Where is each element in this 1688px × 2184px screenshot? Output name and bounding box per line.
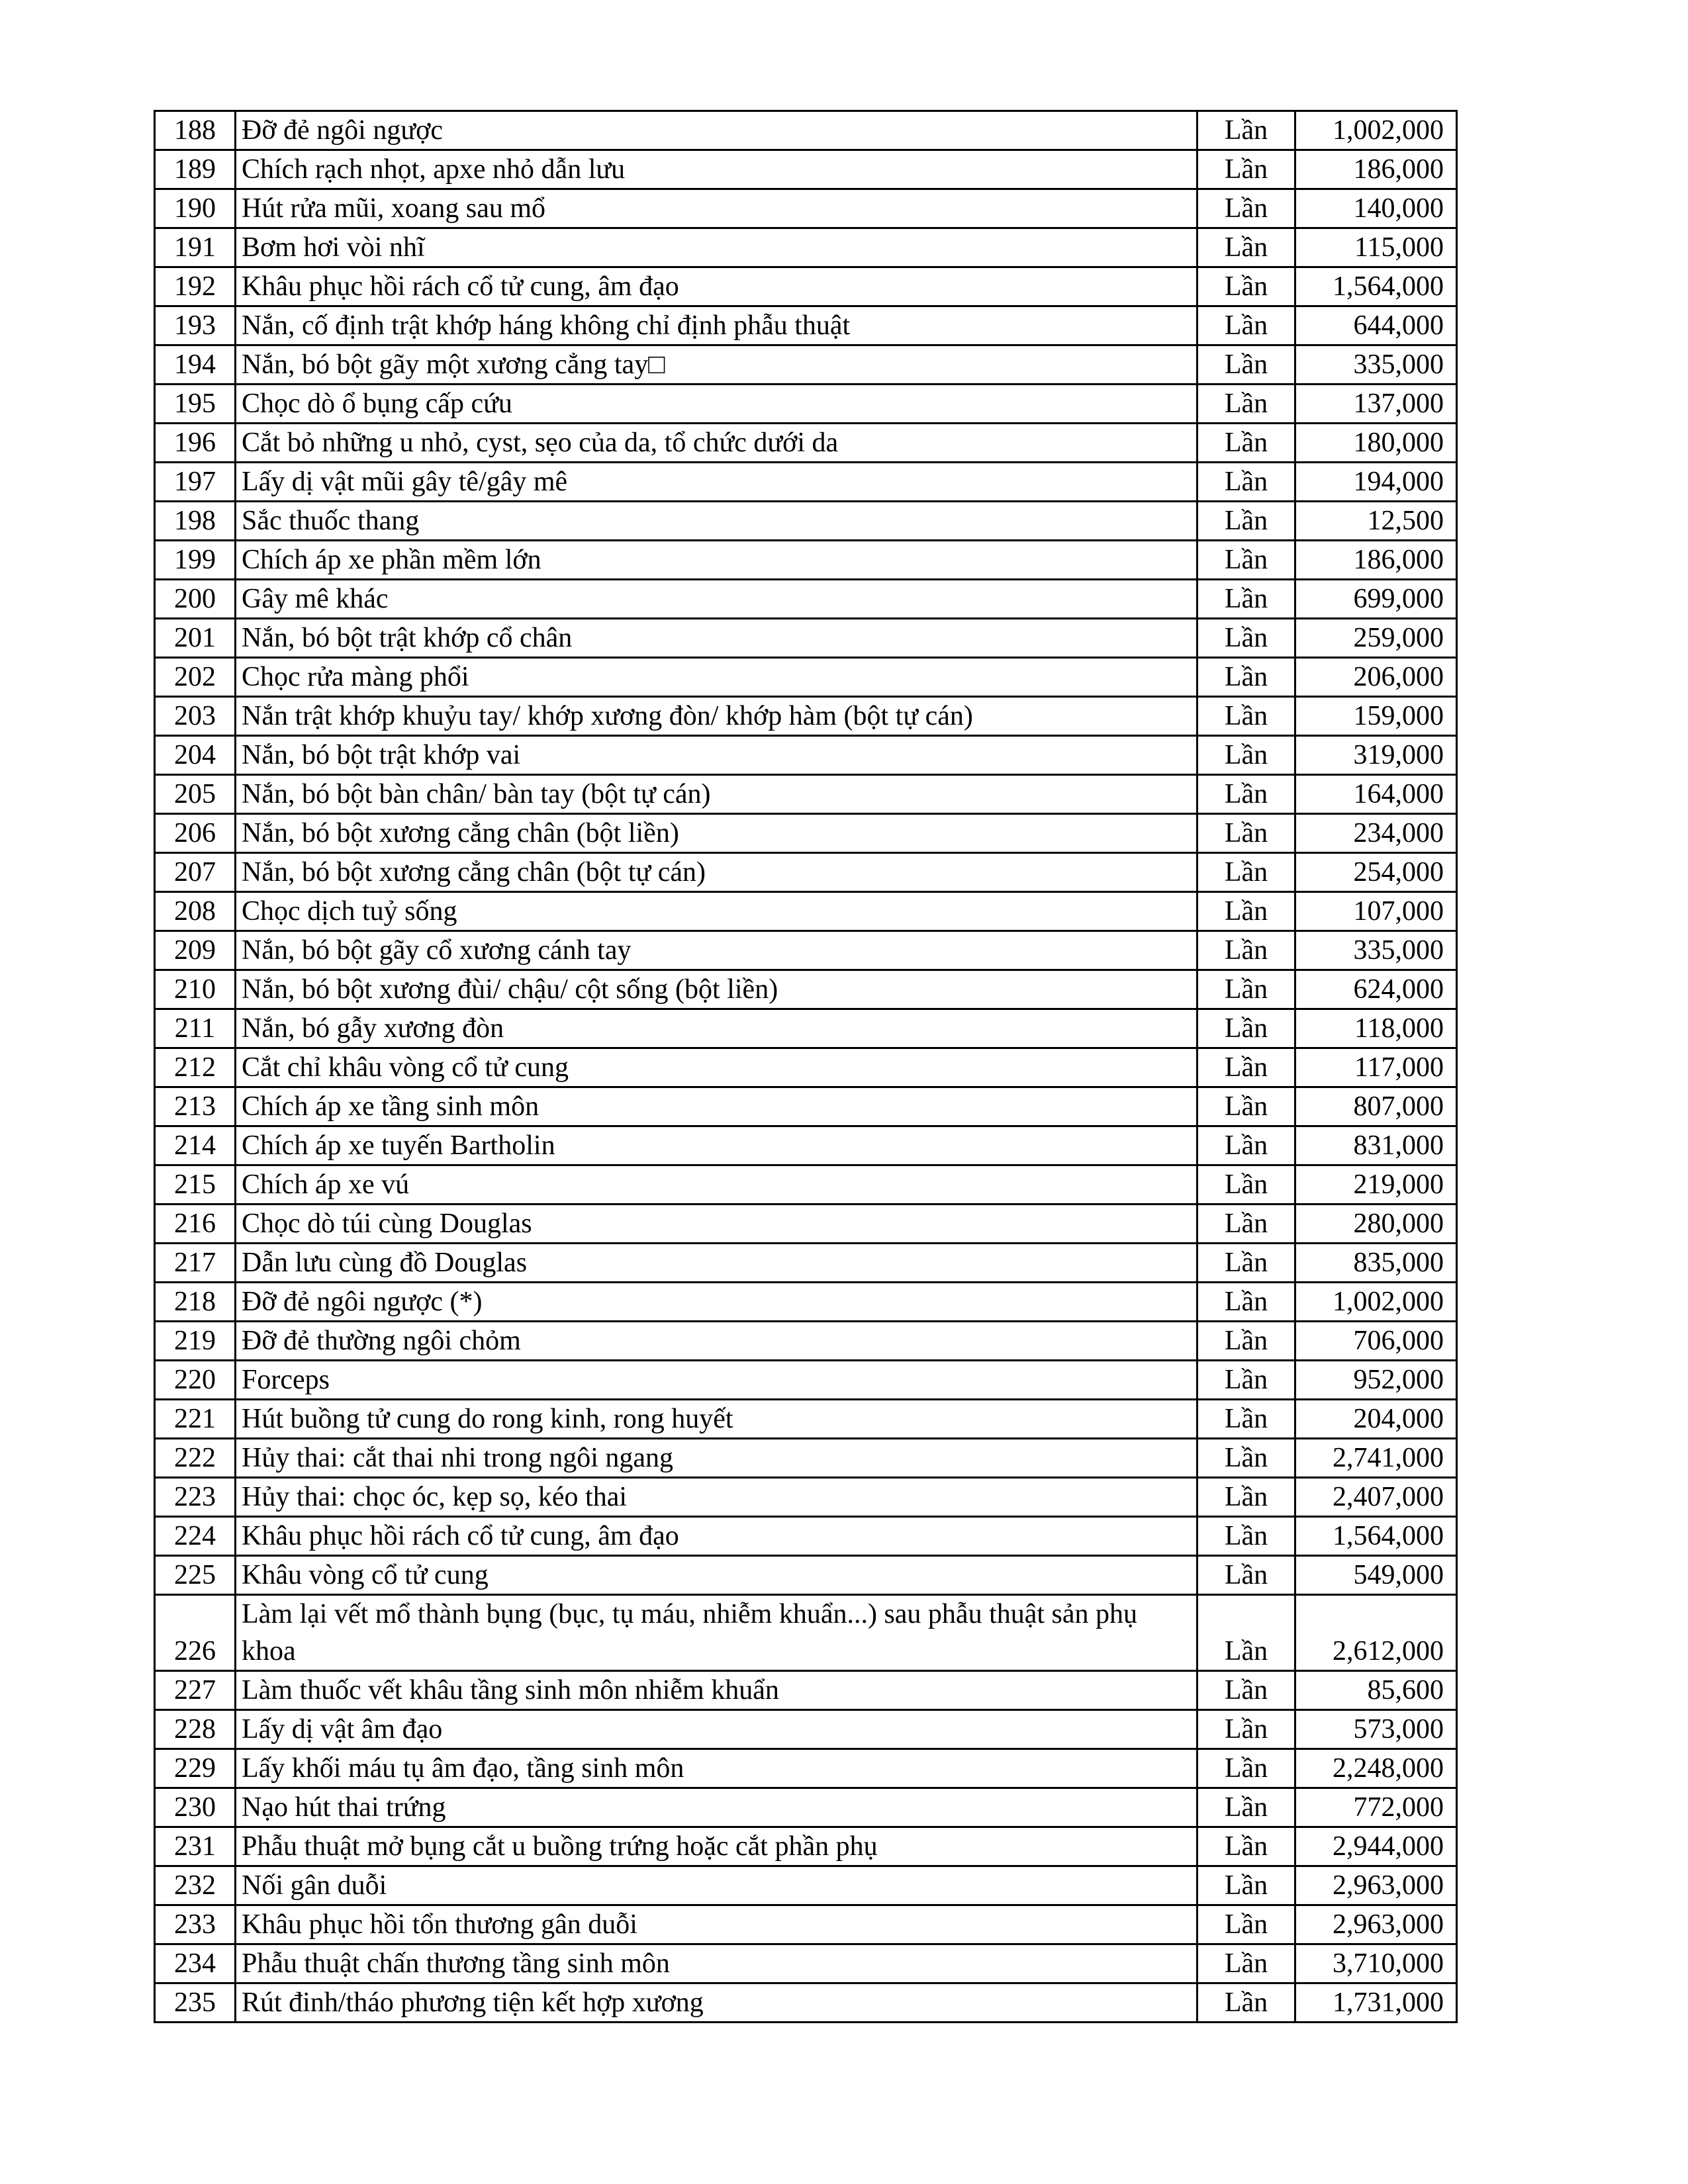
- price-cell: 118,000: [1295, 1009, 1457, 1048]
- table-row: [155, 1322, 1457, 1361]
- price-cell: 194,000: [1295, 463, 1457, 502]
- row-number: 190: [155, 189, 236, 228]
- price-cell: 2,248,000: [1295, 1749, 1457, 1788]
- service-name: Làm lại vết mổ thành bụng (bục, tụ máu, nhiễm khuẩn...) sau phẫu thuật sản phụ khoa: [236, 1595, 1197, 1671]
- unit-cell: Lần: [1197, 1517, 1295, 1556]
- unit-cell: Lần: [1197, 1710, 1295, 1749]
- unit-cell: Lần: [1197, 1400, 1295, 1439]
- service-name: Nắn trật khớp khuỷu tay/ khớp xương đòn/ khớp hàm (bột tự cán): [236, 697, 1197, 736]
- row-number: 222: [155, 1439, 236, 1478]
- unit-cell: Lần: [1197, 1205, 1295, 1244]
- row-number: 220: [155, 1361, 236, 1400]
- price-cell: 807,000: [1295, 1087, 1457, 1126]
- price-cell: 835,000: [1295, 1244, 1457, 1283]
- unit-cell: Lần: [1197, 267, 1295, 306]
- service-name: Forceps: [236, 1361, 1197, 1400]
- service-name: Chích rạch nhọt, apxe nhỏ dẫn lưu: [236, 150, 1197, 189]
- unit-cell: Lần: [1197, 463, 1295, 502]
- row-number: 234: [155, 1944, 236, 1983]
- table-row: [155, 580, 1457, 619]
- price-cell: 952,000: [1295, 1361, 1457, 1400]
- table-row: [155, 1400, 1457, 1439]
- service-name: Nắn, bó gẫy xương đòn: [236, 1009, 1197, 1048]
- unit-cell: Lần: [1197, 1788, 1295, 1827]
- unit-cell: Lần: [1197, 1361, 1295, 1400]
- unit-cell: Lần: [1197, 385, 1295, 424]
- price-cell: 259,000: [1295, 619, 1457, 658]
- row-number: 207: [155, 853, 236, 892]
- service-name: Nắn, cố định trật khớp háng không chỉ định phẫu thuật: [236, 306, 1197, 345]
- service-name: Cắt chỉ khâu vòng cổ tử cung: [236, 1048, 1197, 1087]
- price-cell: 573,000: [1295, 1710, 1457, 1749]
- row-number: 229: [155, 1749, 236, 1788]
- table-row: [155, 970, 1457, 1009]
- unit-cell: Lần: [1197, 853, 1295, 892]
- table-row: [155, 1165, 1457, 1205]
- unit-cell: Lần: [1197, 1749, 1295, 1788]
- service-name: Khâu phục hồi tổn thương gân duỗi: [236, 1905, 1197, 1944]
- price-cell: 644,000: [1295, 306, 1457, 345]
- service-name: Chích áp xe phần mềm lớn: [236, 541, 1197, 580]
- service-name: Đỡ đẻ ngôi ngược: [236, 111, 1197, 150]
- service-name: Nắn, bó bột bàn chân/ bàn tay (bột tự cán): [236, 775, 1197, 814]
- price-cell: 699,000: [1295, 580, 1457, 619]
- service-name: Nắn, bó bột xương cẳng chân (bột tự cán): [236, 853, 1197, 892]
- table-row: [155, 1244, 1457, 1283]
- service-name: Nắn, bó bột trật khớp vai: [236, 736, 1197, 775]
- service-name: Khâu phục hồi rách cổ tử cung, âm đạo: [236, 267, 1197, 306]
- unit-cell: Lần: [1197, 502, 1295, 541]
- service-name: Chích áp xe tầng sinh môn: [236, 1087, 1197, 1126]
- service-name: Nắn, bó bột xương cẳng chân (bột liền): [236, 814, 1197, 853]
- service-name: Rút đinh/tháo phương tiện kết hợp xương: [236, 1983, 1197, 2023]
- unit-cell: Lần: [1197, 892, 1295, 931]
- row-number: 215: [155, 1165, 236, 1205]
- table-row: [155, 1009, 1457, 1048]
- table-row: [155, 697, 1457, 736]
- service-name: Dẫn lưu cùng đồ Douglas: [236, 1244, 1197, 1283]
- service-name: Hút buồng tử cung do rong kinh, rong huyết: [236, 1400, 1197, 1439]
- table-row: [155, 111, 1457, 150]
- row-number: 203: [155, 697, 236, 736]
- price-cell: 2,963,000: [1295, 1866, 1457, 1905]
- table-row: [155, 1205, 1457, 1244]
- row-number: 191: [155, 228, 236, 267]
- service-name: Phẫu thuật mở bụng cắt u buồng trứng hoặc cắt phần phụ: [236, 1827, 1197, 1866]
- price-cell: 140,000: [1295, 189, 1457, 228]
- service-name: Nắn, bó bột trật khớp cổ chân: [236, 619, 1197, 658]
- unit-cell: Lần: [1197, 1478, 1295, 1517]
- unit-cell: Lần: [1197, 189, 1295, 228]
- price-cell: 115,000: [1295, 228, 1457, 267]
- price-cell: 2,612,000: [1295, 1595, 1457, 1671]
- unit-cell: Lần: [1197, 1048, 1295, 1087]
- unit-cell: Lần: [1197, 814, 1295, 853]
- unit-cell: Lần: [1197, 1905, 1295, 1944]
- price-cell: 137,000: [1295, 385, 1457, 424]
- price-cell: 159,000: [1295, 697, 1457, 736]
- table-row: [155, 853, 1457, 892]
- price-cell: 3,710,000: [1295, 1944, 1457, 1983]
- price-cell: 624,000: [1295, 970, 1457, 1009]
- price-cell: 2,963,000: [1295, 1905, 1457, 1944]
- price-cell: 117,000: [1295, 1048, 1457, 1087]
- price-cell: 186,000: [1295, 150, 1457, 189]
- price-cell: 280,000: [1295, 1205, 1457, 1244]
- table-row: [155, 1126, 1457, 1165]
- price-cell: 219,000: [1295, 1165, 1457, 1205]
- table-row: [155, 1710, 1457, 1749]
- row-number: 231: [155, 1827, 236, 1866]
- row-number: 217: [155, 1244, 236, 1283]
- table-row: [155, 1983, 1457, 2023]
- table-row: [155, 1905, 1457, 1944]
- price-table: [154, 110, 1458, 2023]
- table-row: [155, 424, 1457, 463]
- service-name: Khâu vòng cổ tử cung: [236, 1556, 1197, 1595]
- price-cell: 164,000: [1295, 775, 1457, 814]
- row-number: 194: [155, 345, 236, 385]
- unit-cell: Lần: [1197, 111, 1295, 150]
- price-cell: 204,000: [1295, 1400, 1457, 1439]
- unit-cell: Lần: [1197, 1087, 1295, 1126]
- row-number: 193: [155, 306, 236, 345]
- table-row: [155, 463, 1457, 502]
- price-cell: 206,000: [1295, 658, 1457, 697]
- table-row: [155, 658, 1457, 697]
- price-cell: 2,407,000: [1295, 1478, 1457, 1517]
- row-number: 213: [155, 1087, 236, 1126]
- unit-cell: Lần: [1197, 1165, 1295, 1205]
- service-name: Chích áp xe tuyến Bartholin: [236, 1126, 1197, 1165]
- unit-cell: Lần: [1197, 1322, 1295, 1361]
- row-number: 219: [155, 1322, 236, 1361]
- service-name: Hủy thai: chọc óc, kẹp sọ, kéo thai: [236, 1478, 1197, 1517]
- row-number: 206: [155, 814, 236, 853]
- table-row: [155, 1866, 1457, 1905]
- table-row: [155, 1087, 1457, 1126]
- service-name: Chọc dò ổ bụng cấp cứu: [236, 385, 1197, 424]
- table-row: [155, 541, 1457, 580]
- row-number: 227: [155, 1671, 236, 1710]
- row-number: 192: [155, 267, 236, 306]
- table-row: [155, 1478, 1457, 1517]
- table-row: [155, 931, 1457, 970]
- row-number: 221: [155, 1400, 236, 1439]
- row-number: 211: [155, 1009, 236, 1048]
- row-number: 196: [155, 424, 236, 463]
- service-name: Nắn, bó bột gãy cổ xương cánh tay: [236, 931, 1197, 970]
- row-number: 200: [155, 580, 236, 619]
- service-name: Nắn, bó bột gãy một xương cẳng tay□: [236, 345, 1197, 385]
- unit-cell: Lần: [1197, 775, 1295, 814]
- table-row: [155, 814, 1457, 853]
- service-name: Bơm hơi vòi nhĩ: [236, 228, 1197, 267]
- unit-cell: Lần: [1197, 345, 1295, 385]
- table-row: [155, 502, 1457, 541]
- service-name: Chọc dịch tuỷ sống: [236, 892, 1197, 931]
- service-name: Sắc thuốc thang: [236, 502, 1197, 541]
- price-cell: 1,731,000: [1295, 1983, 1457, 2023]
- unit-cell: Lần: [1197, 658, 1295, 697]
- unit-cell: Lần: [1197, 1283, 1295, 1322]
- table-row: [155, 1556, 1457, 1595]
- row-number: 209: [155, 931, 236, 970]
- service-name: Chọc dò túi cùng Douglas: [236, 1205, 1197, 1244]
- row-number: 197: [155, 463, 236, 502]
- table-row: [155, 385, 1457, 424]
- row-number: 204: [155, 736, 236, 775]
- table-row: [155, 1671, 1457, 1710]
- table-row: [155, 189, 1457, 228]
- service-name: Đỡ đẻ thường ngôi chỏm: [236, 1322, 1197, 1361]
- service-name: Lấy dị vật mũi gây tê/gây mê: [236, 463, 1197, 502]
- price-cell: 180,000: [1295, 424, 1457, 463]
- unit-cell: Lần: [1197, 580, 1295, 619]
- row-number: 195: [155, 385, 236, 424]
- price-cell: 85,600: [1295, 1671, 1457, 1710]
- table-row: [155, 892, 1457, 931]
- table-row: [155, 619, 1457, 658]
- service-name: Hút rửa mũi, xoang sau mổ: [236, 189, 1197, 228]
- price-cell: 234,000: [1295, 814, 1457, 853]
- table-row: [155, 1048, 1457, 1087]
- unit-cell: Lần: [1197, 697, 1295, 736]
- service-name: Hủy thai: cắt thai nhi trong ngôi ngang: [236, 1439, 1197, 1478]
- service-name: Lấy khối máu tụ âm đạo, tầng sinh môn: [236, 1749, 1197, 1788]
- table-row: [155, 345, 1457, 385]
- table-row: [155, 1517, 1457, 1556]
- row-number: 216: [155, 1205, 236, 1244]
- row-number: 199: [155, 541, 236, 580]
- unit-cell: Lần: [1197, 541, 1295, 580]
- service-name: Gây mê khác: [236, 580, 1197, 619]
- row-number: 188: [155, 111, 236, 150]
- price-cell: 549,000: [1295, 1556, 1457, 1595]
- table-row: [155, 1944, 1457, 1983]
- service-name: Chọc rửa màng phổi: [236, 658, 1197, 697]
- unit-cell: Lần: [1197, 1595, 1295, 1671]
- price-cell: 772,000: [1295, 1788, 1457, 1827]
- service-name: Nối gân duỗi: [236, 1866, 1197, 1905]
- row-number: 198: [155, 502, 236, 541]
- row-number: 189: [155, 150, 236, 189]
- unit-cell: Lần: [1197, 619, 1295, 658]
- unit-cell: Lần: [1197, 1244, 1295, 1283]
- price-cell: 2,944,000: [1295, 1827, 1457, 1866]
- price-cell: 706,000: [1295, 1322, 1457, 1361]
- row-number: 218: [155, 1283, 236, 1322]
- row-number: 212: [155, 1048, 236, 1087]
- unit-cell: Lần: [1197, 1827, 1295, 1866]
- price-cell: 107,000: [1295, 892, 1457, 931]
- unit-cell: Lần: [1197, 1671, 1295, 1710]
- table-row: [155, 1283, 1457, 1322]
- table-row: [155, 1749, 1457, 1788]
- row-number: 208: [155, 892, 236, 931]
- table-row: [155, 1595, 1457, 1671]
- price-cell: 1,002,000: [1295, 1283, 1457, 1322]
- service-name: Làm thuốc vết khâu tầng sinh môn nhiễm khuẩn: [236, 1671, 1197, 1710]
- row-number: 225: [155, 1556, 236, 1595]
- unit-cell: Lần: [1197, 228, 1295, 267]
- service-name: Khâu phục hồi rách cổ tử cung, âm đạo: [236, 1517, 1197, 1556]
- unit-cell: Lần: [1197, 931, 1295, 970]
- unit-cell: Lần: [1197, 306, 1295, 345]
- table-row: [155, 775, 1457, 814]
- unit-cell: Lần: [1197, 150, 1295, 189]
- unit-cell: Lần: [1197, 1866, 1295, 1905]
- price-cell: 1,564,000: [1295, 267, 1457, 306]
- table-row: [155, 1788, 1457, 1827]
- unit-cell: Lần: [1197, 970, 1295, 1009]
- service-name: Lấy dị vật âm đạo: [236, 1710, 1197, 1749]
- row-number: 210: [155, 970, 236, 1009]
- service-name: Phẫu thuật chấn thương tầng sinh môn: [236, 1944, 1197, 1983]
- table-row: [155, 306, 1457, 345]
- price-cell: 335,000: [1295, 931, 1457, 970]
- row-number: 202: [155, 658, 236, 697]
- table-row: [155, 267, 1457, 306]
- table-row: [155, 1361, 1457, 1400]
- price-cell: 1,564,000: [1295, 1517, 1457, 1556]
- unit-cell: Lần: [1197, 1944, 1295, 1983]
- unit-cell: Lần: [1197, 1009, 1295, 1048]
- price-cell: 186,000: [1295, 541, 1457, 580]
- price-cell: 254,000: [1295, 853, 1457, 892]
- service-name: Nắn, bó bột xương đùi/ chậu/ cột sống (bột liền): [236, 970, 1197, 1009]
- price-cell: 335,000: [1295, 345, 1457, 385]
- price-cell: 12,500: [1295, 502, 1457, 541]
- table-row: [155, 150, 1457, 189]
- row-number: 232: [155, 1866, 236, 1905]
- table-row: [155, 228, 1457, 267]
- service-name: Đỡ đẻ ngôi ngược (*): [236, 1283, 1197, 1322]
- row-number: 214: [155, 1126, 236, 1165]
- row-number: 230: [155, 1788, 236, 1827]
- unit-cell: Lần: [1197, 1126, 1295, 1165]
- service-name: Chích áp xe vú: [236, 1165, 1197, 1205]
- price-cell: 1,002,000: [1295, 111, 1457, 150]
- row-number: 224: [155, 1517, 236, 1556]
- row-number: 228: [155, 1710, 236, 1749]
- price-cell: 319,000: [1295, 736, 1457, 775]
- service-name: Cắt bỏ những u nhỏ, cyst, sẹo của da, tổ chức dưới da: [236, 424, 1197, 463]
- unit-cell: Lần: [1197, 736, 1295, 775]
- row-number: 223: [155, 1478, 236, 1517]
- price-cell: 2,741,000: [1295, 1439, 1457, 1478]
- service-name: Nạo hút thai trứng: [236, 1788, 1197, 1827]
- unit-cell: Lần: [1197, 1983, 1295, 2023]
- table-body: [155, 111, 1457, 2023]
- table-row: [155, 1827, 1457, 1866]
- table-row: [155, 1439, 1457, 1478]
- row-number: 205: [155, 775, 236, 814]
- unit-cell: Lần: [1197, 1439, 1295, 1478]
- row-number: 235: [155, 1983, 236, 2023]
- unit-cell: Lần: [1197, 1556, 1295, 1595]
- row-number: 226: [155, 1595, 236, 1671]
- row-number: 233: [155, 1905, 236, 1944]
- unit-cell: Lần: [1197, 424, 1295, 463]
- table-row: [155, 736, 1457, 775]
- price-cell: 831,000: [1295, 1126, 1457, 1165]
- row-number: 201: [155, 619, 236, 658]
